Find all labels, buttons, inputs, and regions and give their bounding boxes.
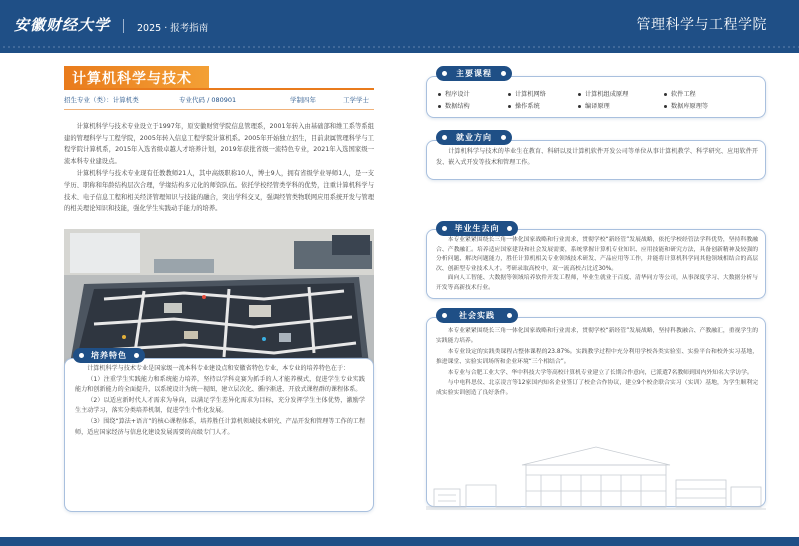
features-paragraph: （1）注重学生实践能力和系统能力培养，坚持以学科竞赛为抓手的人才能养模式，促进学生专业实践能力和创新能力的全面提升，以系统设计为统一视图，建立层次化、循序渐进、开放式课程群的课程体系。 [75,375,365,394]
course-item: 计算机网络 [508,89,546,98]
course-item: 计算机组成原理 [578,89,628,98]
features-paragraph: 计算机科学与技术专业是国家级一流本科专业建设点和安徽省特色专业，本专业的培养特色在于： [87,365,350,372]
guide-title: 2025 · 报考指南 [137,23,209,34]
footer-bar [0,537,799,546]
graduates-heading: 毕业生去向 [436,221,518,236]
degree-type: 工学学士 [343,96,369,104]
practice-paragraph: 本专业紧紧围绕长三角一体化国家战略和行业需求，贯彻学校“新经管”发展战略，坚持科教融合、产教融汇，重视学生的实践能力培养。 [436,328,758,345]
practice-heading: 社会实践 [436,308,518,323]
university-logo: 安徽财经大学 [14,16,111,34]
major-title: 计算机科学与技术 [72,71,192,87]
course-item: 软件工程 [664,89,696,98]
practice-paragraph: 与中电科思仪、北京凌言等12家国内知名企业签订了校企合作协议，建立9个校企联合实习（实训）基地，为学生顺利完成实验实训创造了良好条件。 [436,380,758,397]
employment-paragraph: 计算机科学与技术的毕业生在教育、科研以及计算机软件开发公司等单位从事计算机教学、科学研究、应用软件开发、嵌入式开发等技术和管理工作。 [436,148,758,166]
major-intro [64,121,374,215]
employment-text [436,147,758,168]
intro-paragraph: 计算机科学与技术专业设立于1997年，原安徽财贸学院信息管理系，2001年转入由基础部和维工系等系组建的管理科学与工程学院，2005年转入信息工程学院计算机系。2005年开始独立招生，目前隶属管理科学与工程学院计算机系，2015年入选省级卓越人才培养计划，2019年获批省级一流特色专业，2021年入选国家级一流本科专业建设点。 [64,123,374,165]
course-item: 数据库原理等 [664,101,708,110]
campus-skyline-illustration [426,425,766,515]
meta-divider [64,109,374,110]
header-dot-pattern [0,42,799,52]
graduates-text [436,236,758,294]
course-item: 编译原理 [578,101,610,110]
course-item: 操作系统 [508,101,540,110]
study-years: 学制四年 [290,96,316,104]
intro-paragraph: 计算机科学与技术专业现有任教教师21人，其中高级职称10人，博士9人，拥有省级学业导师1人，是一支学历、职称和年龄结构层次合理，学缘结构多元化的师资队伍。依托学校经管类学科的优势，注重计算机科学与技术、电子信息工程和相关经济管理知识与技能的融合，突出学科交叉，强调经管类物联网应用系统开发与管理的相关理论知识和技能，强化学生实践动手能力的培养。 [64,170,374,213]
course-item: 数据结构 [438,101,470,110]
page-header [0,0,799,53]
header-divider [123,19,124,33]
features-paragraph: （3）围绕“算法+语言”的核心课程体系，培养胜任计算机领域技术研究、产品开发和管理等工作的工程师，适应国家经济与信息化建设发展需要的高级专门人才。 [75,417,365,436]
features-heading: 培养特色 [73,348,145,363]
practice-paragraph: 本专业设定的实践类课程占整体课程的23.87%。实践教学过程中充分利用学校各类实验室、实验平台和校外实习基地，推进课堂、实验实训场所和企业环境“三个相结合”。 [436,348,758,366]
features-text [75,364,365,438]
graduates-paragraph: 面向人工智能、大数据等领域培养软件开发工程师，毕业生就业于百度、清华同方等公司，从事深度学习、大数据分析与开发等高新技术行业。 [436,275,758,291]
enroll-category: 招生专业（类）：计算机类 [64,96,139,104]
college-name: 管理科学与工程学院 [636,17,767,33]
practice-paragraph: 本专业与合肥工业大学、华中科技大学等高校计算机专业建立了长期合作意向，已派遣7名教师到国内外知名大学访学。 [447,369,753,376]
features-paragraph: （2）以适应新时代人才需求为导向，以满足学生差异化需求为目标，充分发挥学生主体优势，激励学生主动学习，落实分类培养机制，促进学生个性化发展。 [75,396,365,415]
employment-heading: 就业方向 [436,130,512,145]
graduates-paragraph: 本专业紧紧围绕长三角一体化国家战略和行业需求，贯彻学校“新经管”发展战略，依托学校经管法学科优势，坚持科教融合、产教融汇。培养适应国家建设和社会发展需要，系统掌握计算机专业知识、应用技能和研究方法，具备创新精神及较强的分析问题、解决问题能力，胜任计算机相关专业领域技术研发、产品应用等工作，并能将计算机科学同其他领域相结合的高层次、创新型专业技术人才。考研录取高校中，双一流高校占比近30%。 [436,237,758,272]
course-item: 程序设计 [438,89,470,98]
practice-text [436,326,758,399]
major-meta [64,94,374,108]
course-list [438,89,758,113]
major-title-bar [64,66,374,90]
courses-heading: 主要课程 [436,66,512,81]
major-code: 专业代码 / 080901 [179,96,237,104]
